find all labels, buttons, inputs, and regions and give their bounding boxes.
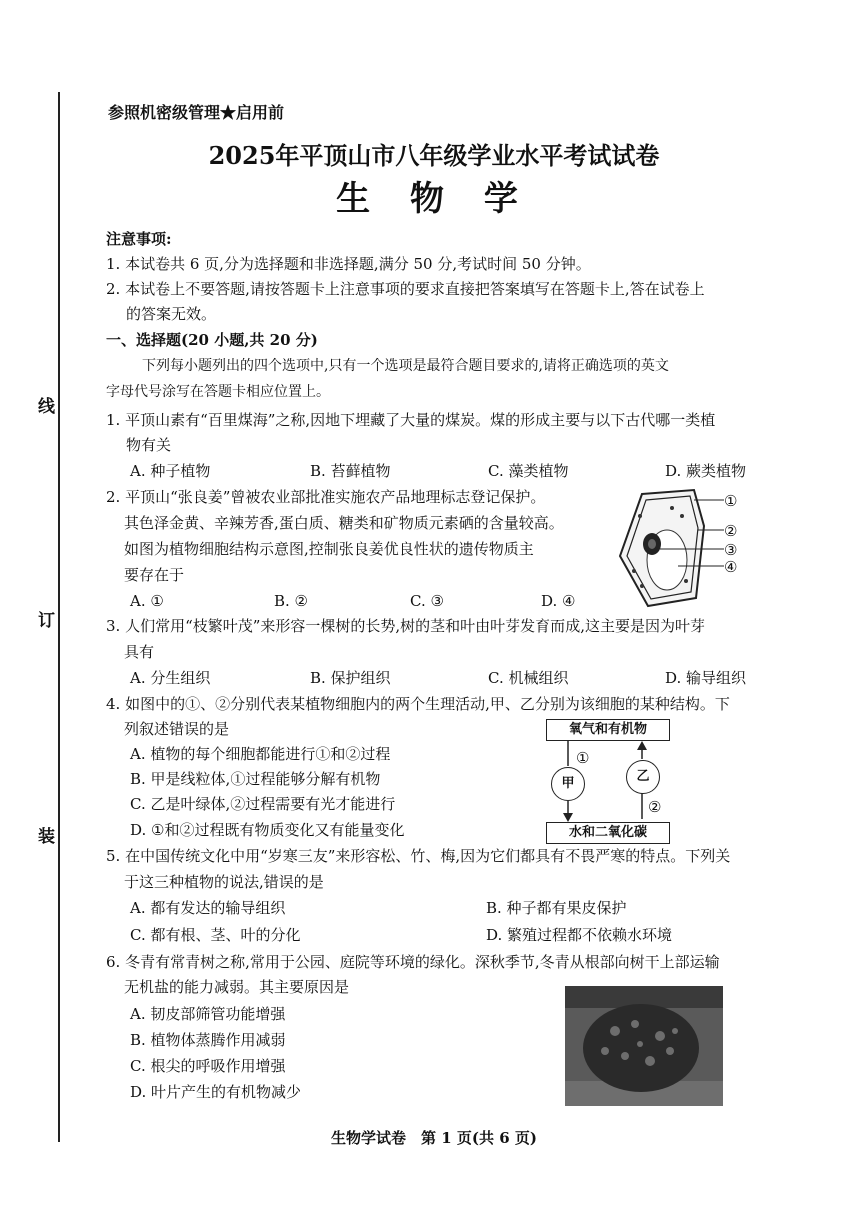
exam-title: 2025年平顶山市八年级学业水平考试试卷 [208,141,660,170]
note-item: 2. 本试卷上不要答题,请按答题卡上注意事项的要求直接把答案填写在答题卡上,答在试卷上 [106,280,705,298]
process-label-2: ② [648,798,662,816]
q5-option-c: C. 都有根、茎、叶的分化 [130,926,301,944]
cell-label-3: ③ [724,541,738,559]
q6-option-b: B. 植物体蒸腾作用减弱 [130,1031,286,1049]
oxygen-organics-box: 氧气和有机物 [546,719,670,741]
q4-option-b: B. 甲是线粒体,①过程能够分解有机物 [130,770,381,788]
q3-option-d: D. 输导组织 [665,669,747,687]
q3-stem: 3. 人们常用“枝繁叶茂”来形容一棵树的长势,树的茎和叶由叶芽发育而成,这主要是因为叶芽 [106,617,705,635]
q2-stem: 如图为植物细胞结构示意图,控制张良姜优良性状的遗传物质主 [124,540,534,558]
q1-stem: 物有关 [126,436,172,454]
q5-option-d: D. 繁殖过程都不依赖水环境 [486,926,673,944]
q1-stem: 1. 平顶山素有“百里煤海”之称,因地下埋藏了大量的煤炭。煤的形成主要与以下古代哪一类植 [106,411,716,429]
q4-stem: 4. 如图中的①、②分别代表某植物细胞内的两个生理活动,甲、乙分别为该细胞的某种结构。下 [106,695,730,713]
holly-tree-photo [565,986,723,1106]
q2-stem: 2. 平顶山“张良姜”曾被农业部批准实施农产品地理标志登记保护。 [106,488,546,506]
q5-stem: 5. 在中国传统文化中用“岁寒三友”来形容松、竹、梅,因为它们都具有不畏严寒的特点。下列关 [106,847,731,865]
q4-option-a: A. 植物的每个细胞都能进行①和②过程 [130,745,391,763]
q1-option-a: A. 种子植物 [130,462,211,480]
q2-stem: 要存在于 [124,566,185,584]
binding-line [58,92,60,1142]
q1-option-b: B. 苔藓植物 [310,462,391,480]
q3-option-c: C. 机械组织 [488,669,569,687]
q1-option-c: C. 藻类植物 [488,462,569,480]
process-label-1: ① [576,749,590,767]
section-instructions: 下列每小题列出的四个选项中,只有一个选项是最符合题目要求的,请将正确选项的英文 [142,358,669,374]
q5-option-b: B. 种子都有果皮保护 [486,899,627,917]
water-co2-box: 水和二氧化碳 [546,822,670,844]
note-item: 的答案无效。 [126,305,217,323]
structure-jia-circle: 甲 [551,767,585,801]
q2-option-b: B. ② [274,592,309,610]
binding-mark-line: 线 [38,397,55,417]
section-heading: 一、选择题(20 小题,共 20 分) [106,331,318,349]
classification-note: 参照机密级管理★启用前 [108,103,285,122]
q2-stem: 其色泽金黄、辛辣芳香,蛋白质、糖类和矿物质元素硒的含量较高。 [124,514,564,532]
binding-mark-staple: 订 [38,611,55,631]
q5-option-a: A. 都有发达的输导组织 [130,899,286,917]
note-item: 1. 本试卷共 6 页,分为选择题和非选择题,满分 50 分,考试时间 50 分钟。 [106,255,591,273]
binding-mark-bind: 装 [38,827,55,847]
structure-yi-circle: 乙 [626,760,660,794]
subject-title: 生 物 学 [336,179,532,219]
q3-option-a: A. 分生组织 [130,669,211,687]
q4-stem: 列叙述错误的是 [124,720,230,738]
q4-option-c: C. 乙是叶绿体,②过程需要有光才能进行 [130,795,396,813]
q2-option-c: C. ③ [410,592,444,610]
q6-stem: 无机盐的能力减弱。其主要原因是 [124,978,350,996]
notes-heading: 注意事项: [106,230,172,248]
cell-label-4: ④ [724,558,738,576]
q6-option-a: A. 韧皮部筛管功能增强 [130,1005,286,1023]
plant-cell-diagram [612,486,762,611]
q5-stem: 于这三种植物的说法,错误的是 [124,873,324,891]
q6-stem: 6. 冬青有常青树之称,常用于公园、庭院等环境的绿化。深秋季节,冬青从根部向树干上部运输 [106,953,720,971]
cell-label-2: ② [724,522,738,540]
q6-option-c: C. 根尖的呼吸作用增强 [130,1057,286,1075]
section-instructions: 字母代号涂写在答题卡相应位置上。 [106,384,330,400]
q4-option-d: D. ①和②过程既有物质变化又有能量变化 [130,821,405,839]
q2-option-d: D. ④ [541,592,576,610]
q2-option-a: A. ① [130,592,164,610]
q1-option-d: D. 蕨类植物 [665,462,747,480]
q3-option-b: B. 保护组织 [310,669,391,687]
q6-option-d: D. 叶片产生的有机物减少 [130,1083,302,1101]
cell-label-1: ① [724,492,738,510]
page-footer: 生物学试卷 第 1 页(共 6 页) [331,1129,537,1147]
q3-stem: 具有 [124,643,155,661]
